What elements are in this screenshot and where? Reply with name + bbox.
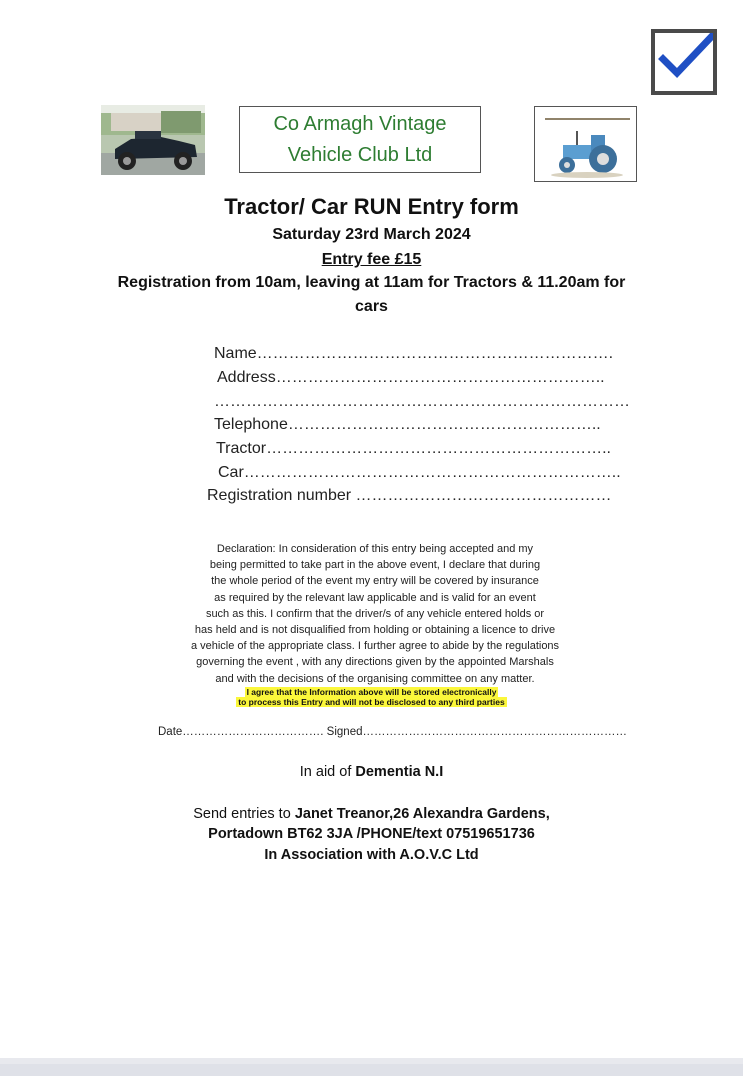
send-entries-line2: Portadown BT62 3JA /PHONE/text 07519651736	[208, 826, 535, 842]
send-recipient-address: Janet Treanor,26 Alexandra Gardens,	[294, 806, 550, 822]
declaration-text	[140, 541, 610, 687]
declaration-line: governing the event , with any directions given by the appointed Marshals	[196, 656, 554, 669]
charity-line	[0, 764, 743, 780]
declaration-line: as required by the relevant law applicable and is valid for an event	[214, 591, 536, 604]
declaration-line: such as this. I confirm that the driver/s of any vehicle entered holds or	[205, 607, 545, 620]
telephone-field[interactable]: Telephone…………………………………………………..	[214, 416, 601, 433]
date-signature-line[interactable]: Date………………………………. Signed……………………………………………………………	[158, 726, 627, 738]
consent-line1: I agree that the Information above will be stored electronically	[246, 687, 497, 697]
vintage-car-photo	[101, 105, 205, 175]
club-name-line1: Co Armagh Vintage	[273, 113, 447, 135]
checkmark-icon	[651, 29, 717, 95]
club-name-box	[239, 106, 481, 173]
send-prefix: Send entries to	[193, 806, 295, 822]
charity-name: Dementia N.I	[355, 764, 444, 780]
declaration-line: has held and is not disqualified from holding or obtaining a licence to drive	[194, 624, 556, 637]
association-line: In Association with A.O.V.C Ltd	[264, 847, 479, 863]
name-field[interactable]: Name………………………………………………………….	[214, 345, 614, 362]
declaration-line: and with the decisions of the organising committee on any matter.	[215, 672, 535, 685]
address-line2-field[interactable]: ……………………………………………………………………	[214, 393, 630, 410]
entry-fee: Entry fee £15	[321, 251, 422, 268]
club-name-line2: Vehicle Club Ltd	[287, 144, 433, 166]
registration-number-field[interactable]	[207, 487, 612, 505]
form-title: Tractor/ Car RUN Entry form	[224, 194, 519, 219]
declaration-line: the whole period of the event my entry will be covered by insurance	[211, 575, 539, 588]
declaration-line: Declaration: In consideration of this entry being accepted and my	[216, 543, 534, 555]
address-field[interactable]: Address……………………………………………………..	[217, 369, 605, 386]
registration-number-label: Registration number …………………………………………	[207, 487, 612, 504]
charity-prefix: In aid of	[299, 764, 356, 780]
data-consent-notice	[0, 687, 743, 707]
send-entries-line1	[0, 806, 743, 822]
registration-times-line2: cars	[355, 298, 388, 315]
consent-line2: to process this Entry and will not be disclosed to any third parties	[238, 697, 505, 707]
viewer-bottom-bar	[0, 1064, 743, 1076]
event-date: Saturday 23rd March 2024	[272, 226, 471, 243]
tractor-field[interactable]: Tractor………………………………………………………..	[216, 440, 611, 457]
car-field[interactable]: Car……………………………………………………………..	[218, 464, 621, 481]
declaration-line: a vehicle of the appropriate class. I further agree to abide by the regulations	[190, 640, 560, 653]
registration-times-line1: Registration from 10am, leaving at 11am for Tractors & 11.20am for	[117, 274, 626, 291]
tractor-sketch-image	[534, 106, 637, 182]
declaration-line: being permitted to take part in the above event, I declare that during	[209, 559, 541, 572]
